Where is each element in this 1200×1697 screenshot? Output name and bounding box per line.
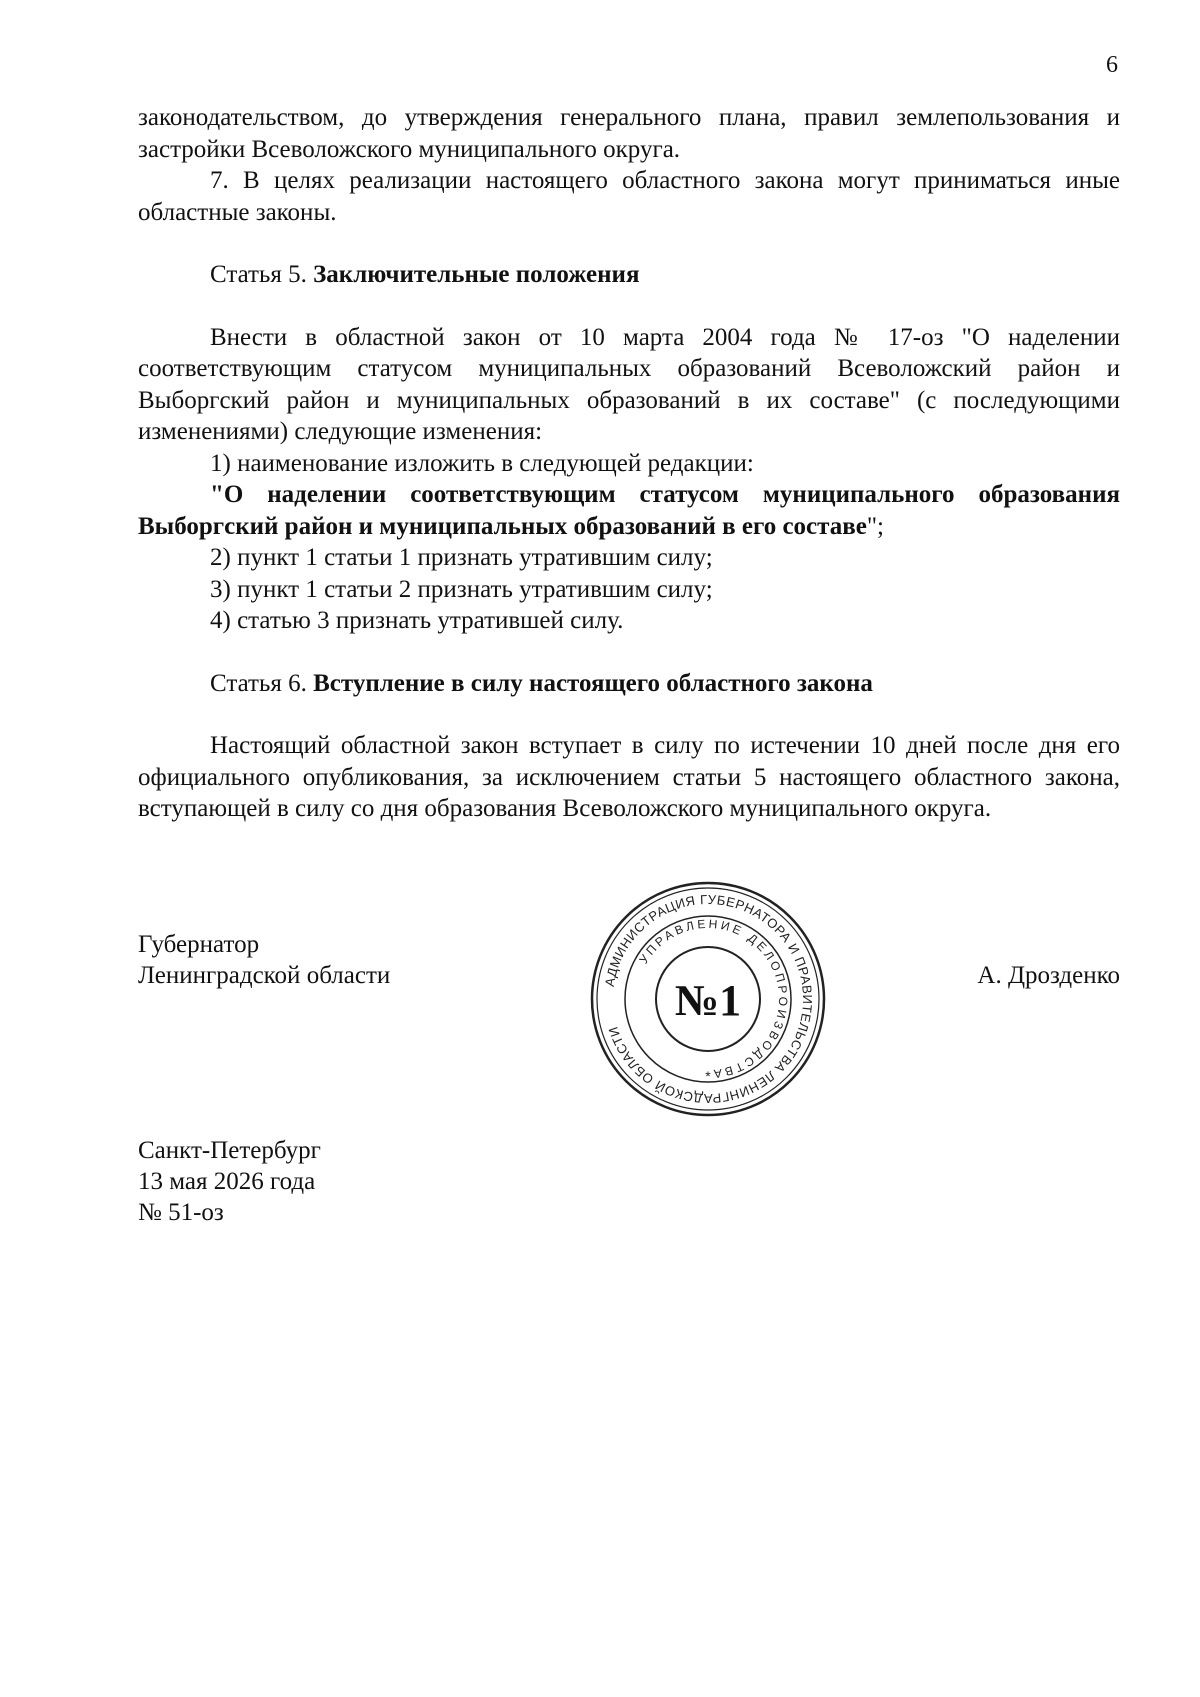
paragraph-continuation: законодательством, до утверждения генерального плана, правил землепользования и застройки Всеволожского муниципального округа.	[138, 104, 1120, 163]
place-date-block	[138, 1135, 1120, 1228]
article-5-intro: Внести в областной закон от 10 марта 2004 года № 17-оз "О наделении соответствующим статусом муниципальных образований Всеволожский район и Выборгский район и муниципальных образований в их составе" (с последующими изменениями) следующие изменения:	[138, 323, 1120, 445]
article-5-item-4: 4) статью 3 признать утратившей силу.	[210, 607, 624, 634]
article-5-item-3: 3) пункт 1 статьи 2 признать утратившим силу;	[210, 575, 713, 603]
article-5-new-name: "О наделении соответствующим статусом муниципального образования Выборгский район и муниципальных образований в его составе";	[138, 481, 1120, 540]
article-5-item-2: 2) пункт 1 статьи 1 признать утратившим силу;	[210, 544, 713, 571]
official-seal	[588, 879, 828, 1119]
date: 13 мая 2026 года	[138, 1167, 316, 1195]
seal-center-number: №1	[674, 975, 742, 1025]
article-6-text: Настоящий областной закон вступает в силу по истечении 10 дней после дня его официального опубликования, за исключением статьи 5 настоящего областного закона, вступающей в силу со дня образования Всеволожского муниципального округа.	[138, 732, 1120, 822]
place: Санкт-Петербург	[138, 1136, 321, 1164]
signature-block	[138, 879, 1120, 1129]
article-5-title: Заключительные положения	[313, 261, 640, 288]
article-5-item-1: 1) наименование изложить в следующей редакции:	[210, 449, 754, 477]
law-number: № 51-оз	[138, 1198, 224, 1226]
seal-inner-text: УПРАВЛЕНИЕ ДЕЛОПРОИЗВОДСТВА	[636, 916, 791, 1081]
page-number: 6	[1106, 52, 1118, 78]
signer-name: А. Дрозденко	[977, 961, 1120, 989]
signer-position: Губернатор Ленинградской области	[138, 930, 391, 989]
paragraph-point-7: 7. В целях реализации настоящего областного закона могут приниматься иные областные законы.	[138, 167, 1120, 226]
article-6-title: Вступление в силу настоящего областного закона	[313, 669, 873, 697]
article-5-heading: Статья 5. Заключительные положения	[210, 261, 640, 288]
seal-outer-text: АДМИНИСТРАЦИЯ ГУБЕРНАТОРА И ПРАВИТЕЛЬСТВА ЛЕНИНГРАДСКОЙ ОБЛАСТИ	[601, 891, 816, 1106]
svg-text:*: *	[705, 1067, 711, 1084]
article-6-heading: Статья 6. Вступление в силу настоящего областного закона	[210, 669, 873, 697]
